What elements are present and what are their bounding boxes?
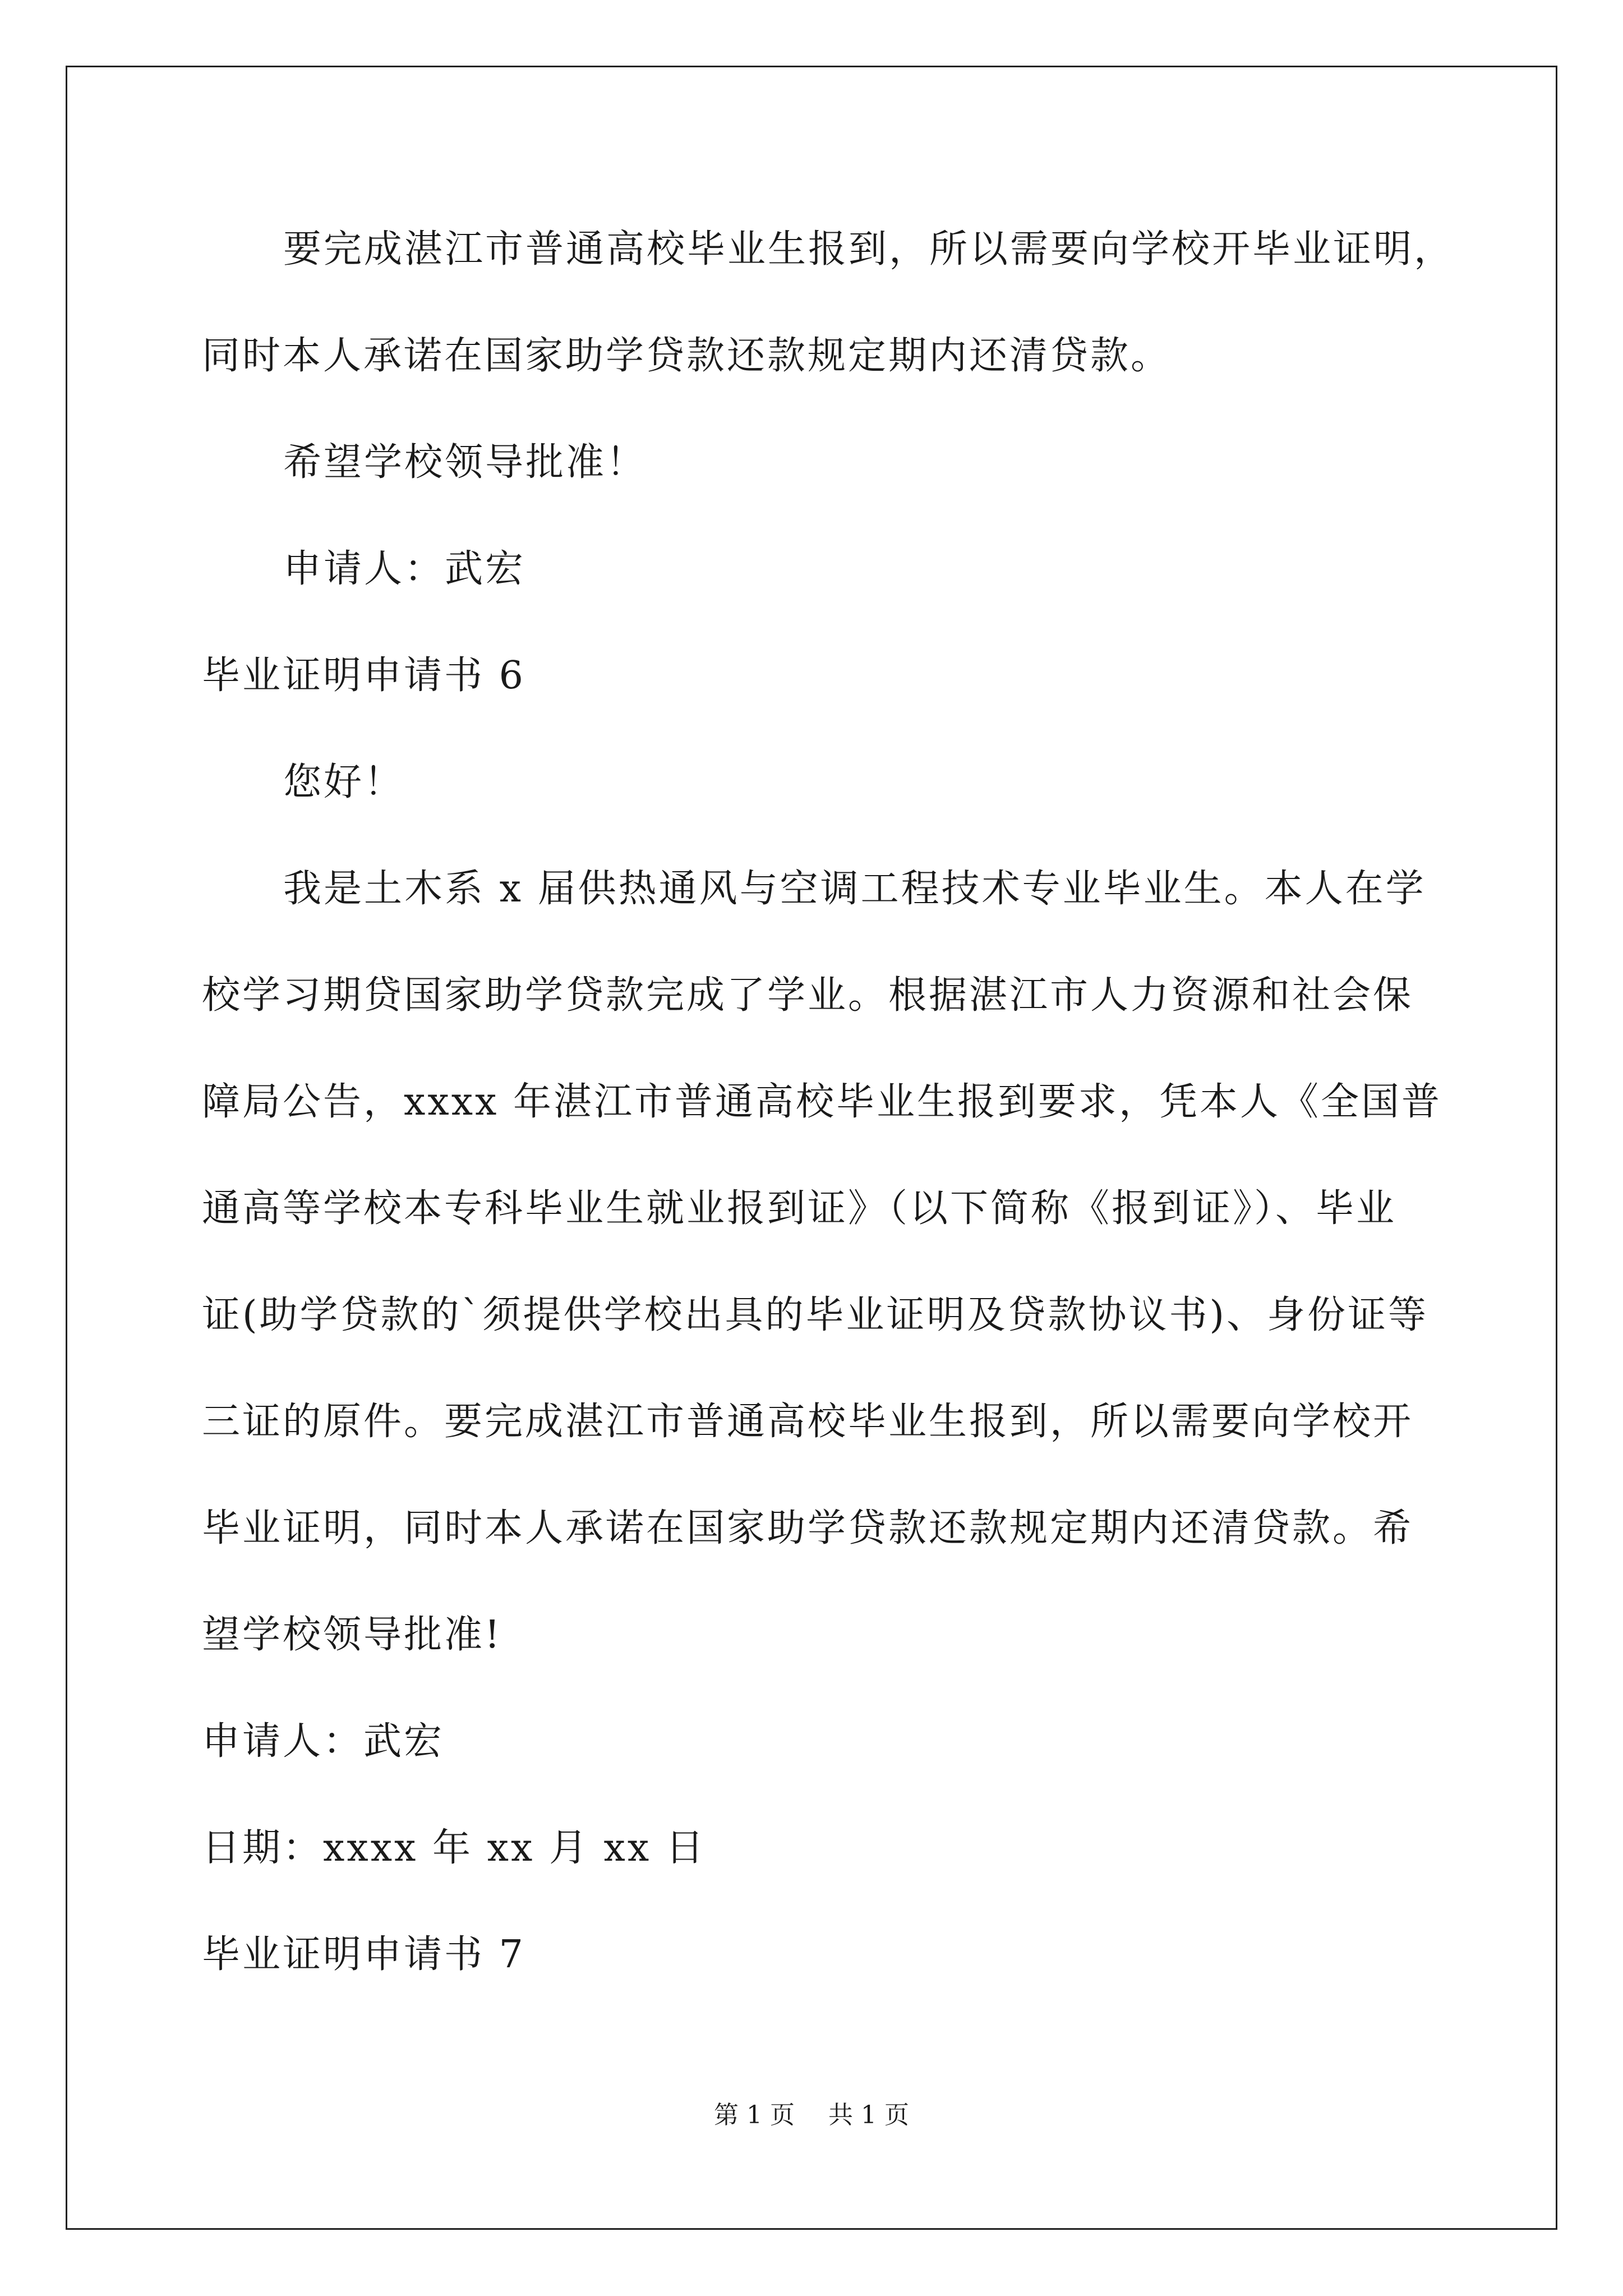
paragraph-line: 望学校领导批准! — [202, 1613, 502, 1657]
closing-request: 希望学校领导批准！ — [283, 440, 647, 485]
page-number-current: 第 1 页 — [714, 2101, 795, 2129]
applicant-line: 申请人：武宏 — [202, 1719, 445, 1764]
paragraph-line: 要完成湛江市普通高校毕业生报到，所以需要向学校开毕业证明， — [283, 227, 1455, 272]
page-number-total: 共 1 页 — [828, 2101, 909, 2129]
paragraph-line: 通高等学校本专科毕业生就业报到证》（以下简称《报到证》）、毕业 — [202, 1186, 1397, 1231]
date-line: 日期：xxxx 年 xx 月 xx 日 — [202, 1826, 706, 1870]
greeting: 您好！ — [283, 760, 405, 804]
section-heading: 毕业证明申请书 7 — [202, 1932, 525, 1977]
paragraph-line: 我是土木系 x 届供热通风与空调工程技术专业毕业生。本人在学 — [283, 867, 1426, 911]
page-frame — [66, 66, 1557, 2230]
paragraph-line: 同时本人承诺在国家助学贷款还款规定期内还清贷款。 — [202, 334, 1172, 378]
page-footer — [0, 2101, 1623, 2130]
paragraph-line: 障局公告，xxxx 年湛江市普通高校毕业生报到要求，凭本人《全国普 — [202, 1080, 1442, 1124]
paragraph-line: 校学习期贷国家助学贷款完成了学业。根据湛江市人力资源和社会保 — [202, 973, 1414, 1018]
paragraph-line: 三证的原件。要完成湛江市普通高校毕业生报到，所以需要向学校开 — [202, 1400, 1414, 1444]
applicant-line: 申请人：武宏 — [283, 547, 526, 591]
paragraph-line: 证(助学贷款的`须提供学校出具的毕业证明及贷款协议书)、身份证等 — [202, 1293, 1429, 1337]
paragraph-line: 毕业证明，同时本人承诺在国家助学贷款还款规定期内还清贷款。希 — [202, 1506, 1414, 1550]
section-heading: 毕业证明申请书 6 — [202, 654, 525, 698]
